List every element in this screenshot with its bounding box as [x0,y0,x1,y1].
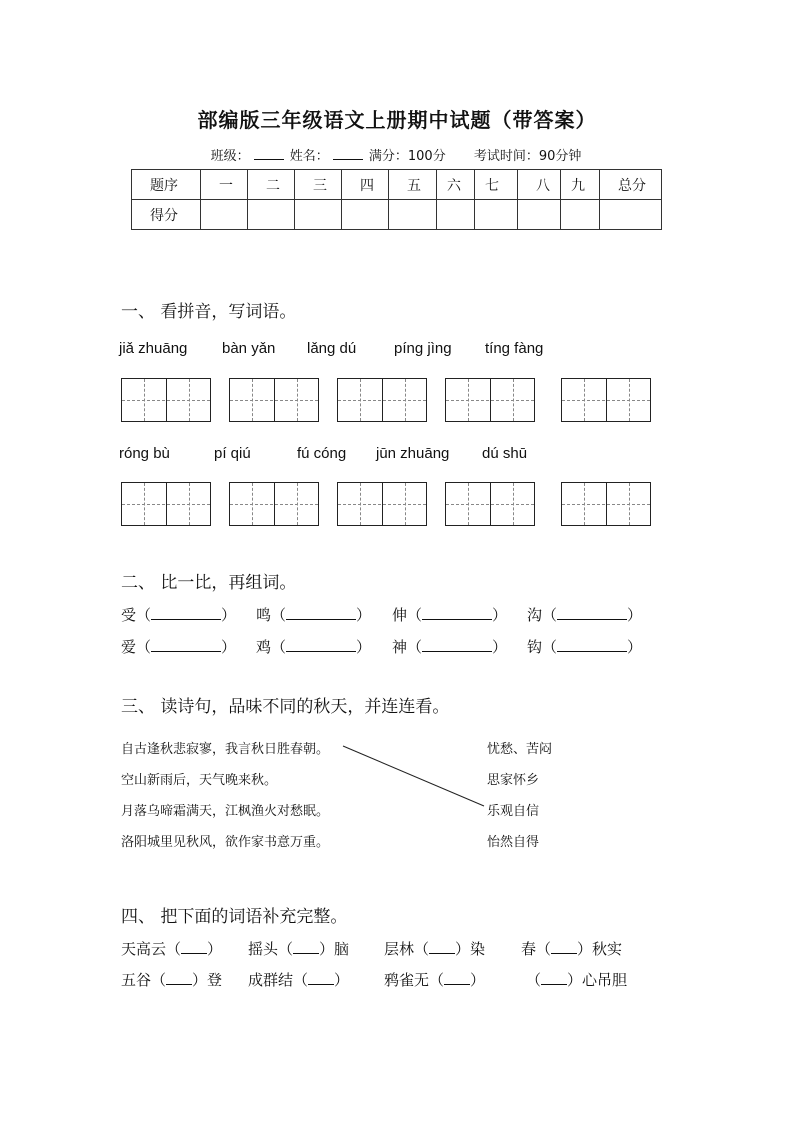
poem-line[interactable]: 空山新雨后，天气晚来秋。 [121,773,278,788]
paren-close: ） [221,606,237,624]
idiom-pre: 五谷（ [121,971,167,989]
name-label: 姓名： [289,149,329,164]
idiom-pre: 摇头（ [248,940,294,958]
paren-close: ） [627,638,643,656]
idiom-blank[interactable] [181,939,207,954]
idiom-post: ） [470,971,486,989]
idiom-pre: 天高云（ [121,940,182,958]
pinyin-label: dú shū [482,445,528,462]
compare-char: 沟（ [527,606,558,624]
paren-close: ） [627,606,643,624]
paren-close: ） [221,638,237,656]
feeling-option[interactable]: 怡然自得 [487,835,540,850]
feeling-option[interactable]: 忧愁、苦闷 [487,742,553,757]
idiom-item [384,969,485,990]
feeling-option[interactable]: 乐观自信 [487,804,540,819]
compare-char: 受（ [121,606,152,624]
idiom-item [521,938,622,959]
poem-line[interactable]: 自古逢秋悲寂寥，我言秋日胜春朝。 [121,742,330,757]
idiom-pre: 成群结（ [248,971,309,989]
idiom-blank[interactable] [293,939,319,954]
paren-close: ） [492,638,508,656]
idiom-item [248,938,349,959]
paren-close: ） [356,606,372,624]
paren-close: ） [356,638,372,656]
idiom-blank[interactable] [429,939,455,954]
compare-char: 爱（ [121,638,152,656]
idiom-post: ）脑 [319,940,350,958]
paren-close: ） [492,606,508,624]
page-title: 部编版三年级语文上册期中试题（带答案） [197,108,597,132]
idiom-pre: 层林（ [384,940,430,958]
idiom-blank[interactable] [166,970,192,985]
match-line [343,746,484,806]
poem-line[interactable]: 月落乌啼霜满天，江枫渔火对愁眠。 [121,804,330,819]
idiom-item [526,969,627,990]
idiom-blank[interactable] [541,970,567,985]
idiom-item [248,969,349,990]
compare-char: 鸡（ [256,638,287,656]
pinyin-label: jūn zhuāng [376,445,450,462]
score-header-cell: 五 [389,170,437,200]
pinyin-label: róng bù [119,445,170,462]
idiom-blank[interactable] [308,970,334,985]
score-header-cell: 三 [295,170,342,200]
idiom-post: ）心吊胆 [567,971,628,989]
pinyin-label: jiǎ zhuāng [119,340,188,357]
full-score: 满分：100分 [368,149,446,164]
exam-time: 考试时间：90分钟 [473,149,582,164]
idiom-post: ）染 [455,940,486,958]
idiom-post: ）登 [192,971,223,989]
idiom-blank[interactable] [551,939,577,954]
class-label: 班级： [210,149,250,164]
feeling-option[interactable]: 思家怀乡 [487,773,540,788]
pinyin-label: bàn yǎn [222,340,276,357]
idiom-post: ） [207,940,223,958]
pinyin-label: tíng fàng [485,340,544,357]
compare-char: 鸣（ [256,606,287,624]
compare-char: 伸（ [392,606,423,624]
idiom-blank[interactable] [444,970,470,985]
score-header-cell: 总分 [600,170,662,200]
poem-line[interactable]: 洛阳城里见秋风，欲作家书意万重。 [121,835,330,850]
section4-heading: 四、 把下面的词语补充完整。 [121,907,348,927]
score-header-cell: 二 [248,170,295,200]
score-header-cell: 题序 [132,170,201,200]
idiom-post: ） [334,971,350,989]
score-header-cell: 七 [475,170,518,200]
section3-heading: 三、 读诗句，品味不同的秋天，并连连看。 [121,697,450,717]
section1-heading: 一、 看拼音，写词语。 [121,302,297,322]
score-header-cell: 四 [342,170,389,200]
idiom-pre: 春（ [521,940,552,958]
score-header-cell: 九 [561,170,600,200]
idiom-post: ）秋实 [577,940,623,958]
section2-heading: 二、 比一比，再组词。 [121,573,297,593]
score-header-cell: 八 [518,170,561,200]
score-header-cell: 一 [201,170,248,200]
score-row-label: 得分 [132,200,201,230]
idiom-pre: （ [526,971,542,989]
pinyin-label: pí qiú [214,445,251,462]
idiom-pre: 鸦雀无（ [384,971,445,989]
pinyin-label: lǎng dú [307,340,357,357]
compare-char: 神（ [392,638,423,656]
score-header-cell: 六 [437,170,475,200]
idiom-item [384,938,485,959]
idiom-item [121,969,222,990]
pinyin-label: píng jìng [394,340,452,357]
pinyin-label: fú cóng [297,445,347,462]
compare-char: 钩（ [527,638,558,656]
idiom-item [121,938,222,959]
